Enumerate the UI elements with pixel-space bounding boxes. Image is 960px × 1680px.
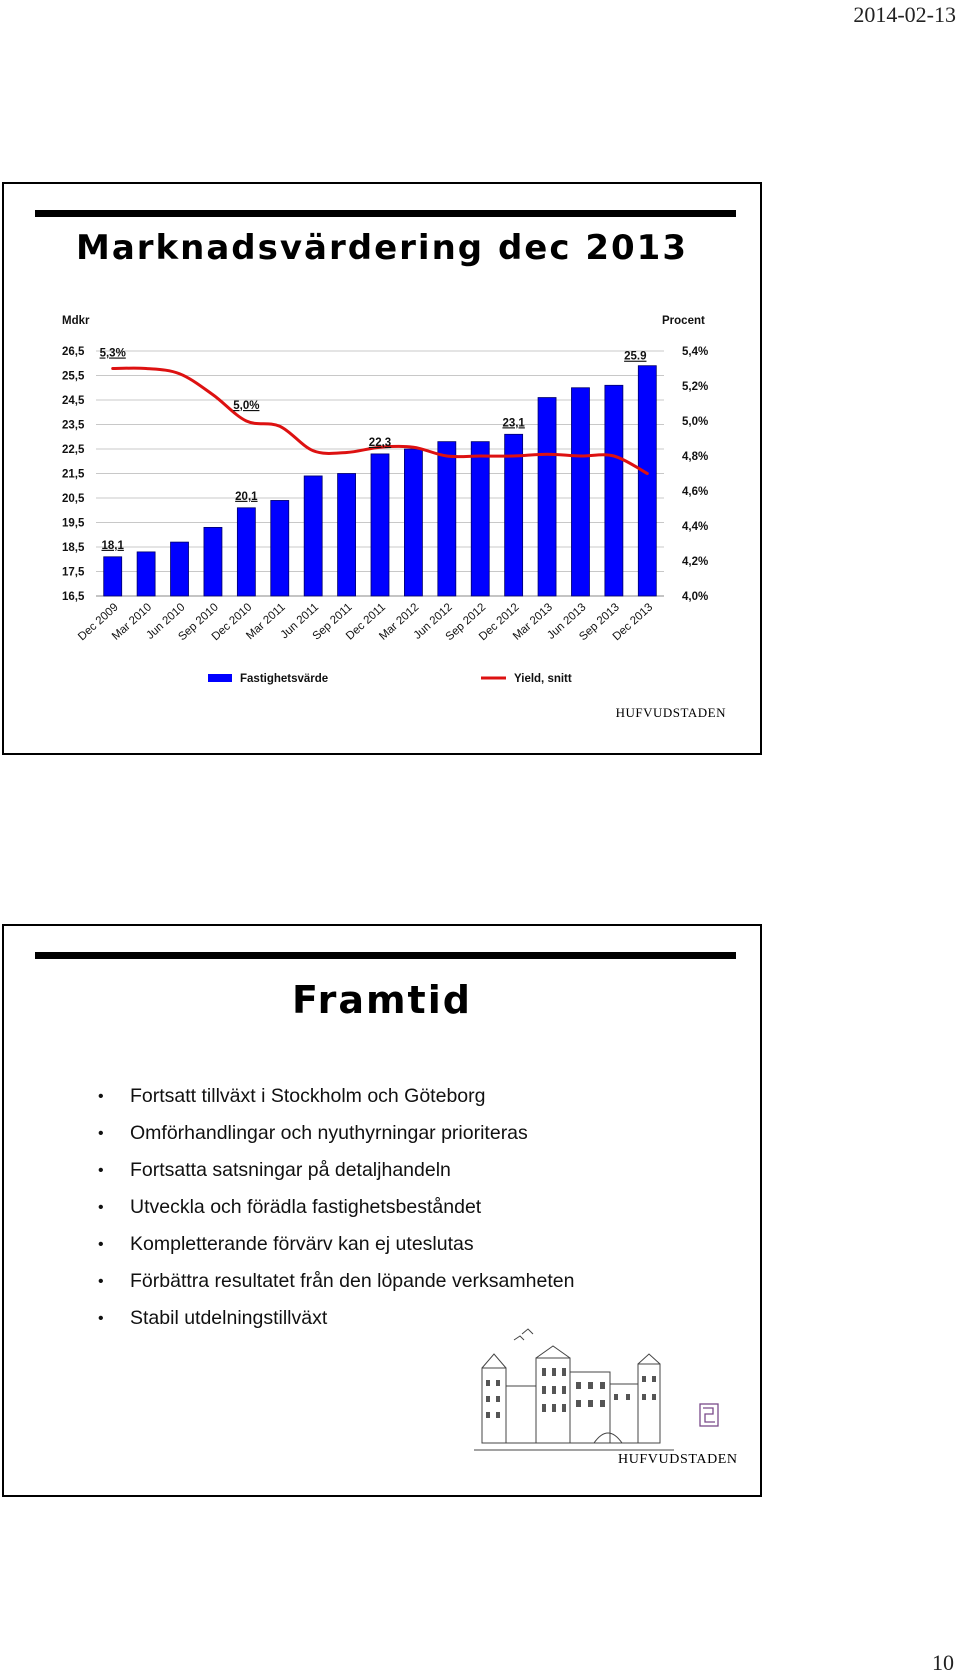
legend-swatch-bar [208,674,232,682]
left-axis-tick-label: 22,5 [62,444,85,456]
bullet-item [94,1115,574,1152]
bar [538,398,556,596]
x-axis-tick-label: Dec 2011 [344,601,389,643]
data-label: 5,0% [233,400,260,412]
bar [605,385,623,596]
bullet-icon: • [98,1162,104,1179]
x-axis-tick-label: Dec 2013 [610,601,656,644]
bar [271,500,289,596]
right-axis-tick-label: 5,4% [682,346,709,358]
right-axis-tick-label: 4,6% [682,486,709,498]
bullet-item [94,1152,574,1189]
x-axis-tick-label: Sep 2013 [577,601,622,644]
bar [371,454,389,596]
bullet-text: Stabil utdelningstillväxt [130,1307,328,1329]
page-number: 10 [932,1650,954,1675]
x-axis-tick-label: Mar 2011 [244,601,288,643]
bar [471,442,489,596]
bullet-icon: • [98,1088,104,1105]
bullet-text: Omförhandlingar och nyuthyrningar prioriteras [130,1122,528,1144]
x-axis-tick-label: Mar 2010 [109,601,155,643]
data-label: 20,1 [235,490,258,503]
x-axis-tick-label: Jun 2013 [545,601,589,642]
title-rule [35,952,736,959]
city-buildings-illustration [474,1328,756,1458]
x-axis-tick-label: Jun 2011 [278,601,322,642]
left-axis-tick-label: 26,5 [62,346,85,358]
right-axis-unit: Procent [662,315,705,327]
bullet-text: Fortsatta satsningar på detaljhandeln [130,1159,451,1181]
bar [638,366,656,596]
bar [438,442,456,596]
x-axis-tick-label: Sep 2011 [310,601,355,643]
right-axis-tick-label: 4,2% [682,556,709,568]
brand-logo-text: HUFVUDSTADEN [618,1452,738,1467]
x-axis-tick-label: Jun 2010 [144,601,188,642]
data-label: 25.9 [624,350,647,363]
data-label: 18,1 [101,539,124,552]
left-axis-tick-label: 20,5 [62,493,85,505]
left-axis-tick-label: 24,5 [62,395,85,407]
left-axis-tick-label: 21,5 [62,468,85,481]
x-axis-tick-label: Dec 2012 [477,601,522,644]
bar [404,449,422,596]
bar [304,476,322,596]
x-axis-tick-label: Mar 2013 [510,601,556,643]
x-axis-tick-label: Sep 2010 [176,601,221,644]
bullet-list [94,1078,574,1337]
bullet-text: Kompletterande förvärv kan ej uteslutas [130,1233,474,1255]
left-axis-tick-label: 18,5 [62,542,85,554]
legend-label: Fastighetsvärde [240,673,329,685]
page-date: 2014-02-13 [853,2,956,27]
left-axis-unit: Mdkr [62,315,90,327]
data-label: 5,3% [99,347,126,360]
combo-chart [4,184,760,753]
bullet-item [94,1226,574,1263]
x-axis-tick-label: Dec 2009 [76,601,121,644]
data-label: 23,1 [502,417,525,430]
left-axis-tick-label: 19,5 [62,517,85,530]
bullet-item [94,1078,574,1115]
x-axis-tick-label: Jun 2012 [411,601,455,642]
bar [171,542,189,596]
slide-market-valuation [2,182,762,755]
x-axis-tick-label: Sep 2012 [443,601,489,644]
left-axis-tick-label: 16,5 [62,591,85,603]
bullet-icon: • [98,1310,104,1327]
bullet-text: Förbättra resultatet från den löpande verksamheten [130,1270,575,1292]
x-axis-tick-label: Mar 2012 [377,601,422,643]
bar [505,434,523,596]
bar [571,388,589,596]
bullet-icon: • [98,1273,104,1290]
bullet-item [94,1189,574,1226]
bullet-text: Fortsatt tillväxt i Stockholm och Göteborg [130,1085,486,1107]
brand-logo-text: HUFVUDSTADEN [615,705,726,720]
right-axis-tick-label: 4,8% [682,451,709,463]
bar [237,508,255,596]
bar [204,527,222,596]
slide-future [2,924,762,1497]
left-axis-tick-label: 25,5 [62,370,85,383]
slide-title: Framtid [292,978,472,1022]
right-axis-tick-label: 5,2% [682,381,709,393]
bar [137,552,155,596]
right-axis-tick-label: 4,4% [682,521,709,533]
x-axis-tick-label: Dec 2010 [209,601,255,644]
bar [338,474,356,597]
bullet-icon: • [98,1236,104,1253]
bullet-icon: • [98,1125,104,1142]
left-axis-tick-label: 17,5 [62,566,85,579]
right-axis-tick-label: 4,0% [682,591,709,603]
bullet-text: Utveckla och förädla fastighetsbeståndet [130,1196,482,1218]
left-axis-tick-label: 23,5 [62,419,85,432]
bar [104,557,122,596]
bullet-item [94,1263,574,1300]
slide-title: Marknadsvärdering dec 2013 [76,228,688,268]
legend-label: Yield, snitt [514,673,572,685]
bullet-icon: • [98,1199,104,1216]
right-axis-tick-label: 5,0% [682,416,709,428]
data-label: 22,3 [368,436,392,449]
